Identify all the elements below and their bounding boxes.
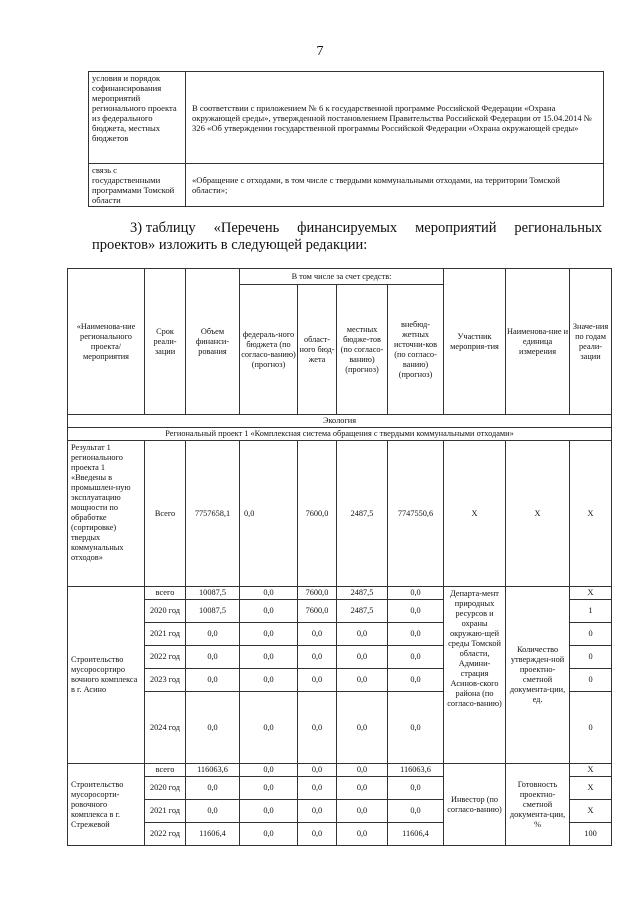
cell: 2487,5	[337, 600, 388, 623]
cell: 0,0	[337, 646, 388, 669]
paragraph-word: мероприятий	[415, 220, 497, 236]
cell: 0,0	[337, 623, 388, 646]
activity-participant: Инвестор (по согласо-ванию)	[444, 764, 506, 846]
cell: 7747550,6	[388, 441, 444, 587]
header-regional: област-ного бюд-жета	[298, 285, 337, 415]
activity-indicator: Количество утвержден-ной проектно-сметной документа-ции, ед.	[506, 587, 570, 764]
cell: 0,0	[186, 669, 240, 692]
cell: 2487,5	[337, 441, 388, 587]
cell: 116063,6	[388, 764, 444, 777]
activity-name: Строительство мусоросортиро вочного комплекса в г. Асино	[68, 587, 145, 764]
header-values: Значе-ния по годам реали-зации	[570, 269, 612, 415]
paragraph-word: 3) таблицу	[130, 220, 196, 236]
cell: 2020 год	[145, 777, 186, 800]
paragraph-word: региональных	[514, 220, 602, 236]
table-row	[89, 164, 604, 207]
header-indicator: Наименова-ние и единица измерения	[506, 269, 570, 415]
table-row	[89, 72, 604, 164]
cell: 0,0	[388, 777, 444, 800]
header-row	[68, 269, 612, 285]
row-value: «Обращение с отходами, в том числе с твердыми коммунальными отходами, на территории Томской области»;	[186, 164, 604, 207]
paragraph-line-2: проектов» изложить в следующей редакции:	[92, 237, 368, 253]
cell: 11606,4	[388, 823, 444, 846]
header-volume: Объем финанси-рования	[186, 269, 240, 415]
cell: 2487,5	[337, 587, 388, 600]
row-key: условия и порядок софинансирования мероприятий регионального проекта из федерального бюджета, местных бюджетов	[89, 72, 186, 164]
result-row	[68, 441, 612, 587]
cell: 0,0	[240, 600, 298, 623]
paragraph-line-1	[92, 220, 602, 237]
header-federal: федераль-ного бюджета (по согласо-ванию) (прогноз)	[240, 285, 298, 415]
project-row	[68, 428, 612, 441]
cell: 0,0	[388, 646, 444, 669]
cell: 0,0	[186, 623, 240, 646]
paragraph-word: финансируемых	[297, 220, 398, 236]
cell: 0,0	[186, 777, 240, 800]
cell: Х	[570, 587, 612, 600]
cell: 0,0	[298, 823, 337, 846]
cell: 1	[570, 600, 612, 623]
cell: 2024 год	[145, 692, 186, 764]
activity-indicator: Готовность проектно-сметной документа-ции, %	[506, 764, 570, 846]
financed-activities-table	[67, 268, 612, 846]
cell: Х	[506, 441, 570, 587]
cell: 0,0	[240, 441, 298, 587]
header-name: «Наименова-ние регионального проекта/ мероприятия	[68, 269, 145, 415]
cell: 0,0	[298, 777, 337, 800]
cell: 0,0	[337, 777, 388, 800]
cell: 0,0	[337, 823, 388, 846]
cell: 0	[570, 623, 612, 646]
cell: 2023 год	[145, 669, 186, 692]
cell: всего	[145, 587, 186, 600]
cell: Х	[444, 441, 506, 587]
row-key: связь с государственными программами Томской области	[89, 164, 186, 207]
cell: 0,0	[298, 692, 337, 764]
cell: 0	[570, 669, 612, 692]
cell: Х	[570, 800, 612, 823]
cell: 0,0	[186, 646, 240, 669]
program-info-table	[88, 71, 604, 207]
cell: всего	[145, 764, 186, 777]
cell: 0	[570, 692, 612, 764]
cell: 0,0	[240, 800, 298, 823]
cell: 0,0	[240, 669, 298, 692]
section-title: Экология	[68, 415, 612, 428]
row-value: В соответствии с приложением № 6 к государственной программе Российской Федерации «Охрана окружающей среды», утвержденной постановлением Правительства Российской Федерации от 15.04.2014 № 326 «Об утверждении государственной программы Российской Федерации «Охрана окружающей среды»	[186, 72, 604, 164]
cell: 0,0	[240, 764, 298, 777]
cell: 0,0	[337, 692, 388, 764]
cell: Х	[570, 441, 612, 587]
project-title: Региональный проект 1 «Комплексная система обращения с твердыми коммунальными отходами»	[68, 428, 612, 441]
cell: 0,0	[240, 692, 298, 764]
cell: 0,0	[240, 823, 298, 846]
cell: Всего	[145, 441, 186, 587]
cell: 0,0	[240, 587, 298, 600]
cell: 0	[570, 646, 612, 669]
cell: 7600,0	[298, 600, 337, 623]
cell: Х	[570, 777, 612, 800]
header-participant: Участник мероприя-тия	[444, 269, 506, 415]
result-name: Результат 1 регионального проекта 1 «Введены в промышлен-ную эксплуатацию мощности по обработке (сортировке) твердых коммунальных отходов»	[68, 441, 145, 587]
activity-name: Строительство мусоросорти-ровочного комплекса в г. Стрежевой	[68, 764, 145, 846]
cell: 0,0	[298, 764, 337, 777]
header-local: местных бюдже-тов (по согласо-ванию) (прогноз)	[337, 285, 388, 415]
cell: 0,0	[240, 777, 298, 800]
cell: 2021 год	[145, 623, 186, 646]
cell: 0,0	[298, 646, 337, 669]
cell: 0,0	[186, 800, 240, 823]
cell: 0,0	[240, 623, 298, 646]
activity-participant: Департа-мент природных ресурсов и охраны окружаю-щей среды Томской области, Админи-страция Асинов-ского района (по согласо-ванию)	[444, 587, 506, 764]
amendment-paragraph	[92, 220, 602, 254]
cell: 0,0	[337, 669, 388, 692]
cell: 10087,5	[186, 600, 240, 623]
cell: 0,0	[388, 587, 444, 600]
cell: 7600,0	[298, 587, 337, 600]
cell: 0,0	[298, 623, 337, 646]
paragraph-word: «Перечень	[213, 220, 280, 236]
cell: 0,0	[388, 600, 444, 623]
cell: 2022 год	[145, 823, 186, 846]
cell: 116063,6	[186, 764, 240, 777]
cell: 100	[570, 823, 612, 846]
cell: 0,0	[337, 764, 388, 777]
header-term: Срок реали-зации	[145, 269, 186, 415]
page-number: 7	[316, 44, 324, 59]
cell: 2022 год	[145, 646, 186, 669]
section-row	[68, 415, 612, 428]
cell: 0,0	[186, 692, 240, 764]
cell: 0,0	[388, 623, 444, 646]
cell: Х	[570, 764, 612, 777]
table-row	[68, 587, 612, 600]
cell: 7600,0	[298, 441, 337, 587]
cell: 2021 год	[145, 800, 186, 823]
cell: 0,0	[298, 669, 337, 692]
cell: 0,0	[388, 800, 444, 823]
header-extra: внебюд-жетных источни-ков (по согласо-ванию) (прогноз)	[388, 285, 444, 415]
cell: 11606,4	[186, 823, 240, 846]
cell: 0,0	[388, 669, 444, 692]
cell: 2020 год	[145, 600, 186, 623]
table-row	[68, 764, 612, 777]
cell: 10087,5	[186, 587, 240, 600]
cell: 7757658,1	[186, 441, 240, 587]
cell: 0,0	[298, 800, 337, 823]
cell: 0,0	[337, 800, 388, 823]
cell: 0,0	[388, 692, 444, 764]
cell: 0,0	[240, 646, 298, 669]
header-sources-group: В том числе за счет средств:	[240, 269, 444, 285]
